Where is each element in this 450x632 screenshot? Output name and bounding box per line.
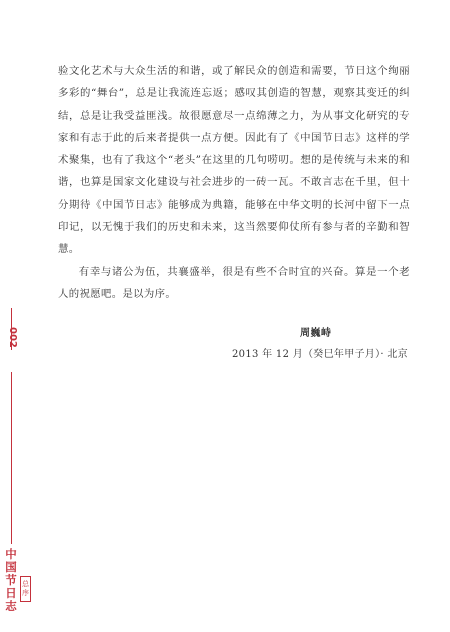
paragraph-continued: 验文化艺术与大众生活的和谐，或了解民众的创造和需要，节日这个绚丽多彩的“舞台”，总是让我流连忘返；感叹其创造的智慧，观察其变迁的纠结，总是让我受益匪浅。故很愿意尽一点绵薄之力，为从事文化研究的专家和有志于此的后来者提供一点方便。因此有了《中国节日志》这样的学术聚集，也有了我这个“老头”在这里的几句唠叨。想的是传统与未来的和谐，也算是国家文化建设与社会进步的一砖一瓦。不敢言志在千里，但十分期待《中国节日志》能够成为典籍，能够在中华文明的长河中留下一点印记，以无愧于我们的历史和未来，这当然要仰仗所有参与者的辛勤和智慧。 bbox=[58, 65, 410, 256]
paragraph-closing: 有幸与诸公为伍，共襄盛举，很是有些不合时宜的兴奋。算是一个老人的祝愿吧。是以为序。 bbox=[58, 265, 410, 300]
seal-stamp: 总序 bbox=[20, 576, 31, 602]
page-number: 002 bbox=[7, 326, 18, 348]
margin-rule-bottom bbox=[11, 372, 12, 544]
series-title-char: 中 bbox=[5, 547, 17, 561]
series-title-char: 志 bbox=[5, 599, 17, 613]
series-title-char: 日 bbox=[5, 586, 17, 600]
series-title-char: 国 bbox=[5, 560, 17, 574]
preface-body bbox=[58, 60, 410, 305]
author-signature: 周巍峙 bbox=[300, 328, 332, 339]
dateline: 2013 年 12 月（癸巳年甲子月）· 北京 bbox=[232, 349, 408, 360]
series-title bbox=[4, 548, 18, 613]
series-title-char: 节 bbox=[5, 573, 17, 587]
